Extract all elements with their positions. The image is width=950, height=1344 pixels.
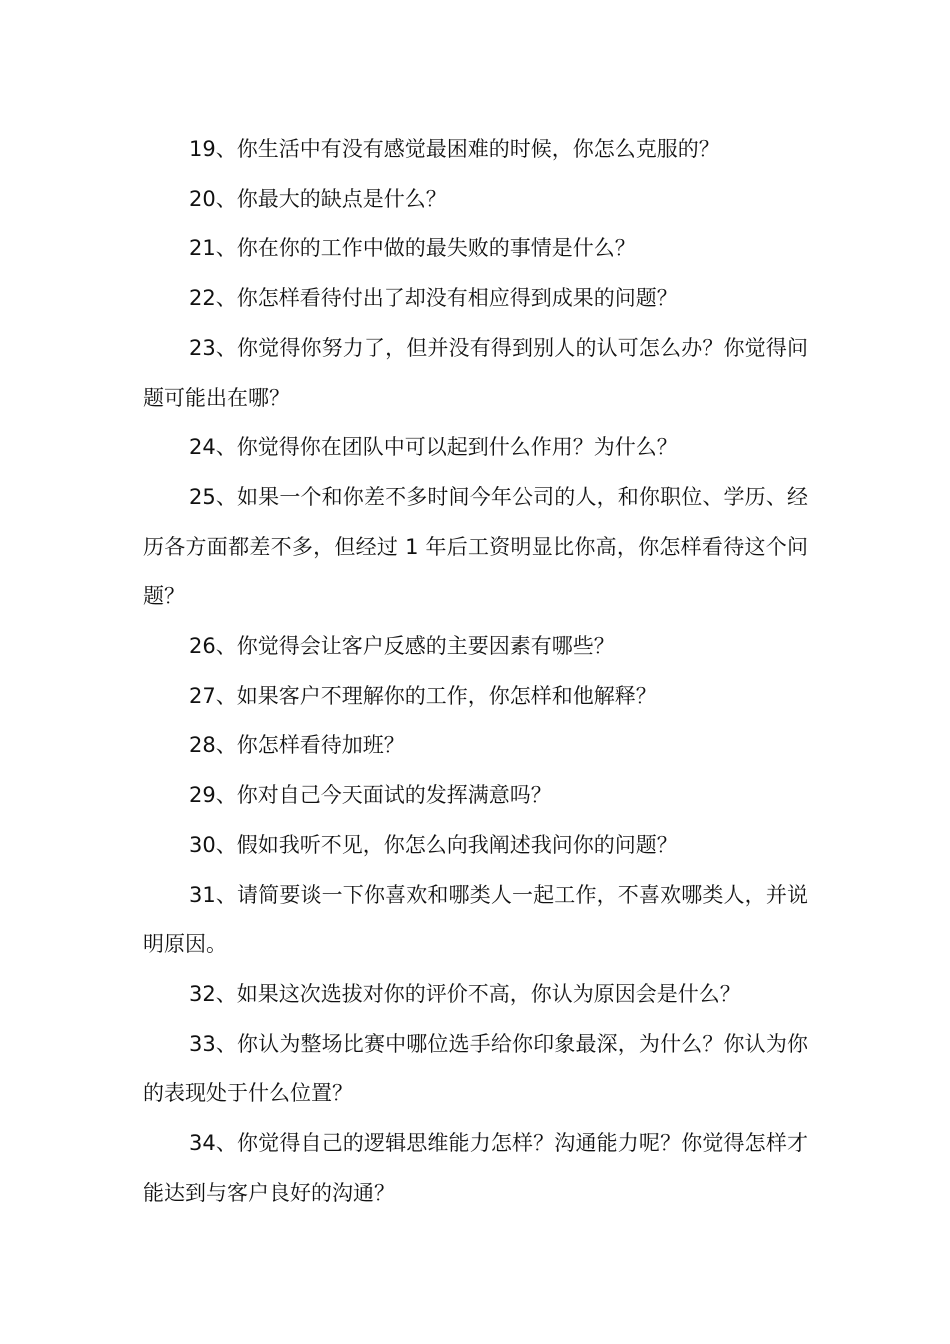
question-25: 25、如果一个和你差不多时间今年公司的人，和你职位、学历、经历各方面都差不多，但经过 1 年后工资明显比你高，你怎样看待这个问题？ [143,484,808,609]
question-22: 22、你怎样看待付出了却没有相应得到成果的问题？ [189,286,678,311]
question-20: 20、你最大的缺点是什么？ [189,186,447,211]
question-27: 27、如果客户不理解你的工作，你怎样和他解释？ [189,683,657,708]
question-24: 24、你觉得你在团队中可以起到什么作用？为什么？ [189,435,678,460]
question-28: 28、你怎样看待加班？ [189,733,405,758]
question-29: 29、你对自己今天面试的发挥满意吗？ [189,783,552,808]
question-19: 19、你生活中有没有感觉最困难的时候，你怎么克服的？ [189,137,720,161]
question-21: 21、你在你的工作中做的最失败的事情是什么？ [189,236,636,261]
question-23: 23、你觉得你努力了，但并没有得到别人的认可怎么办？你觉得问题可能出在哪？ [143,335,808,410]
question-33: 33、你认为整场比赛中哪位选手给你印象最深，为什么？你认为你的表现处于什么位置？ [143,1031,808,1106]
question-34: 34、你觉得自己的逻辑思维能力怎样？沟通能力呢？你觉得怎样才能达到与客户良好的沟通？ [143,1131,808,1205]
question-30: 30、假如我听不见，你怎么向我阐述我问你的问题？ [189,832,678,857]
question-list [143,125,808,1218]
question-32: 32、如果这次选拔对你的评价不高，你认为原因会是什么？ [189,981,741,1006]
question-31: 31、请简要谈一下你喜欢和哪类人一起工作，不喜欢哪类人，并说明原因。 [143,882,808,957]
question-26: 26、你觉得会让客户反感的主要因素有哪些？ [189,634,615,659]
